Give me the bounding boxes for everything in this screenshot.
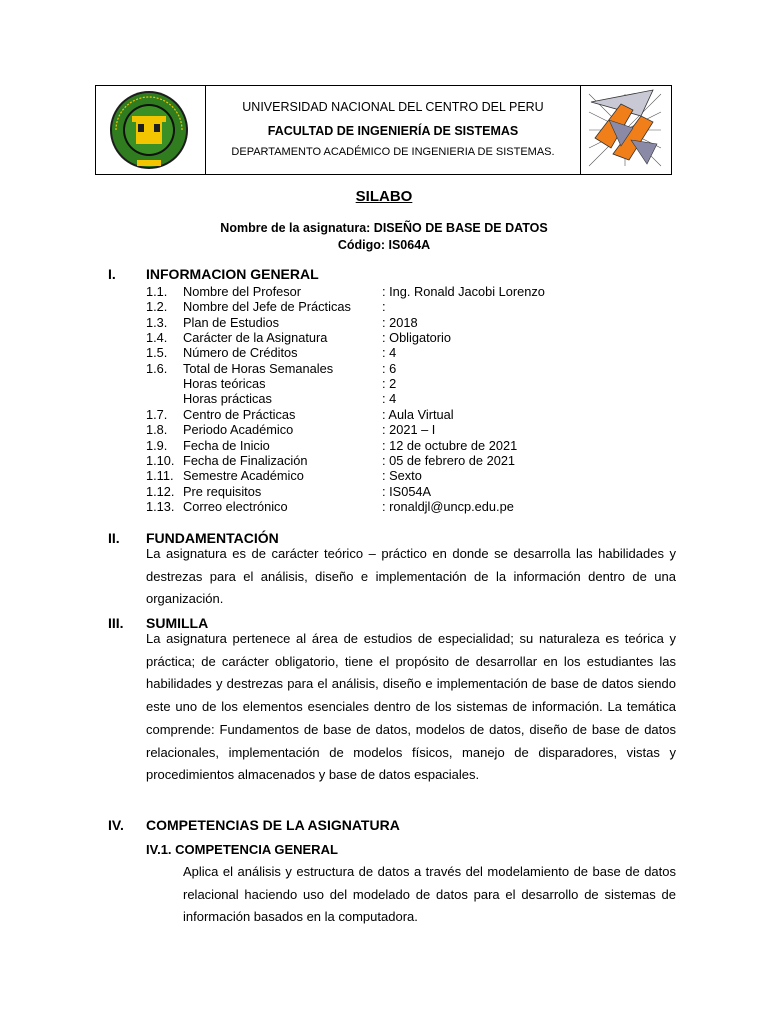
info-row-value: : Obligatorio <box>382 330 451 346</box>
department-name: DEPARTAMENTO ACADÉMICO DE INGENIERIA DE SISTEMAS. <box>231 146 555 158</box>
info-row-value: : 2021 – I <box>382 422 436 438</box>
faculty-logo-cell <box>581 86 671 174</box>
info-row-label: Plan de Estudios <box>183 314 280 330</box>
info-row-label: Nombre del Profesor <box>183 284 302 299</box>
info-row <box>146 391 706 407</box>
info-row-value: : 4 <box>382 345 397 361</box>
info-row <box>146 468 706 484</box>
info-row-value: : 6 <box>382 360 397 376</box>
info-row-number: 1.13. <box>146 498 175 514</box>
info-row-value: : 2 <box>382 376 397 392</box>
info-row-value: : Aula Virtual <box>382 406 454 422</box>
info-row <box>146 315 706 331</box>
info-row <box>146 376 706 392</box>
info-row <box>146 345 706 361</box>
info-row-label: Total de Horas Semanales <box>183 360 334 376</box>
info-row-label: Número de Créditos <box>183 345 298 361</box>
info-row-number: 1.4. <box>146 330 168 346</box>
info-row-value: : Sexto <box>382 468 422 484</box>
info-row-value: : 05 de febrero de 2021 <box>382 452 516 468</box>
info-row-label: Horas teóricas <box>183 376 266 392</box>
info-row-label: Nombre del Jefe de Prácticas <box>183 299 351 315</box>
info-row-label: Periodo Académico <box>183 422 294 438</box>
info-row <box>146 284 706 300</box>
info-row-value: : Ing. Ronald Jacobi Lorenzo <box>382 284 545 299</box>
info-row-value: : 4 <box>382 391 397 407</box>
info-row-value: : 2018 <box>382 314 418 330</box>
university-name: UNIVERSIDAD NACIONAL DEL CENTRO DEL PERU <box>242 100 544 114</box>
info-row <box>146 407 706 423</box>
section-number: II. <box>108 530 120 546</box>
info-row-value: : ronaldjl@uncp.edu.pe <box>382 498 514 514</box>
info-row-label: Horas prácticas <box>183 391 272 407</box>
course-code: Código: IS064A <box>337 238 431 252</box>
faculty-name: FACULTAD DE INGENIERÍA DE SISTEMAS <box>267 124 519 138</box>
info-row <box>146 422 706 438</box>
section-number: IV. <box>108 817 124 833</box>
sumilla-paragraph <box>146 628 676 787</box>
university-seal-cell <box>96 86 206 174</box>
paragraph-text: Aplica el análisis y estructura de datos a través del modelamiento de base de datos relacional haciendo uso del modelado de datos para el desarrollo de sistemas de información basados en la computadora. <box>183 864 676 925</box>
course-name: Nombre de la asignatura: DISEÑO DE BASE DE DATOS <box>220 221 548 235</box>
institution-text-cell <box>206 86 581 174</box>
info-row <box>146 499 706 515</box>
university-seal-icon <box>96 86 204 174</box>
info-row-label: Centro de Prácticas <box>183 406 296 422</box>
info-row-number: 1.9. <box>146 437 168 453</box>
info-row-label: Pre requisitos <box>183 483 262 499</box>
info-row-number: 1.1. <box>146 284 168 299</box>
section-number: I. <box>108 266 116 282</box>
fundamentacion-paragraph <box>146 543 676 611</box>
competencia-general-heading: IV.1. COMPETENCIA GENERAL <box>146 842 338 857</box>
info-row-number: 1.2. <box>146 299 168 315</box>
info-row-label: Fecha de Inicio <box>183 437 270 453</box>
info-row-number: 1.7. <box>146 406 168 422</box>
info-row <box>146 438 706 454</box>
info-row <box>146 299 706 315</box>
info-row-number: 1.3. <box>146 314 168 330</box>
info-row-value: : IS054A <box>382 483 432 499</box>
info-row-label: Carácter de la Asignatura <box>183 330 328 346</box>
info-row-label: Semestre Académico <box>183 468 304 484</box>
info-row <box>146 453 706 469</box>
section-title: INFORMACION GENERAL <box>146 266 319 282</box>
section-title: COMPETENCIAS DE LA ASIGNATURA <box>146 817 400 833</box>
info-row <box>146 330 706 346</box>
paragraph-text: La asignatura pertenece al área de estudios de especialidad; su naturaleza es teórica y práctica; de carácter obligatorio, tiene el propósito de desarrollar en los estudiantes las habilidades y destrezas para el análisis, diseño e implementación de base de datos siendo este uno de los elementos esenciales dentro de los sistemas de información. La temática comprende: Fundamentos de base de datos, modelos de datos, diseño de base de datos relacionales, implementación de modelos físicos, manejo de disparadores, vistas y procedimientos almacenados y base de datos espaciales. <box>146 631 676 783</box>
info-row-number: 1.5. <box>146 345 168 361</box>
info-row-label: Fecha de Finalización <box>183 452 308 468</box>
section-title: FUNDAMENTACIÓN <box>146 530 279 546</box>
competencia-general-paragraph <box>183 861 676 929</box>
info-row-value: : 12 de octubre de 2021 <box>382 437 518 453</box>
info-row-value: : <box>382 299 386 315</box>
section-title: SUMILLA <box>146 615 209 631</box>
info-row-number: 1.8. <box>146 422 168 438</box>
info-row-number: 1.10. <box>146 452 175 468</box>
faculty-logo-icon <box>581 86 669 174</box>
document-title: SILABO <box>355 188 413 205</box>
info-row <box>146 484 706 500</box>
document-header <box>95 85 672 175</box>
paragraph-text: La asignatura es de carácter teórico – práctico en donde se desarrolla las habilidades y destrezas para el análisis, diseño e implementación de la información dentro de una organización. <box>146 546 676 607</box>
info-row-label: Correo electrónico <box>183 498 288 514</box>
section-number: III. <box>108 615 124 631</box>
info-row-number: 1.12. <box>146 483 175 499</box>
info-row <box>146 361 706 377</box>
info-row-number: 1.6. <box>146 360 168 376</box>
info-row-number: 1.11. <box>146 468 174 484</box>
